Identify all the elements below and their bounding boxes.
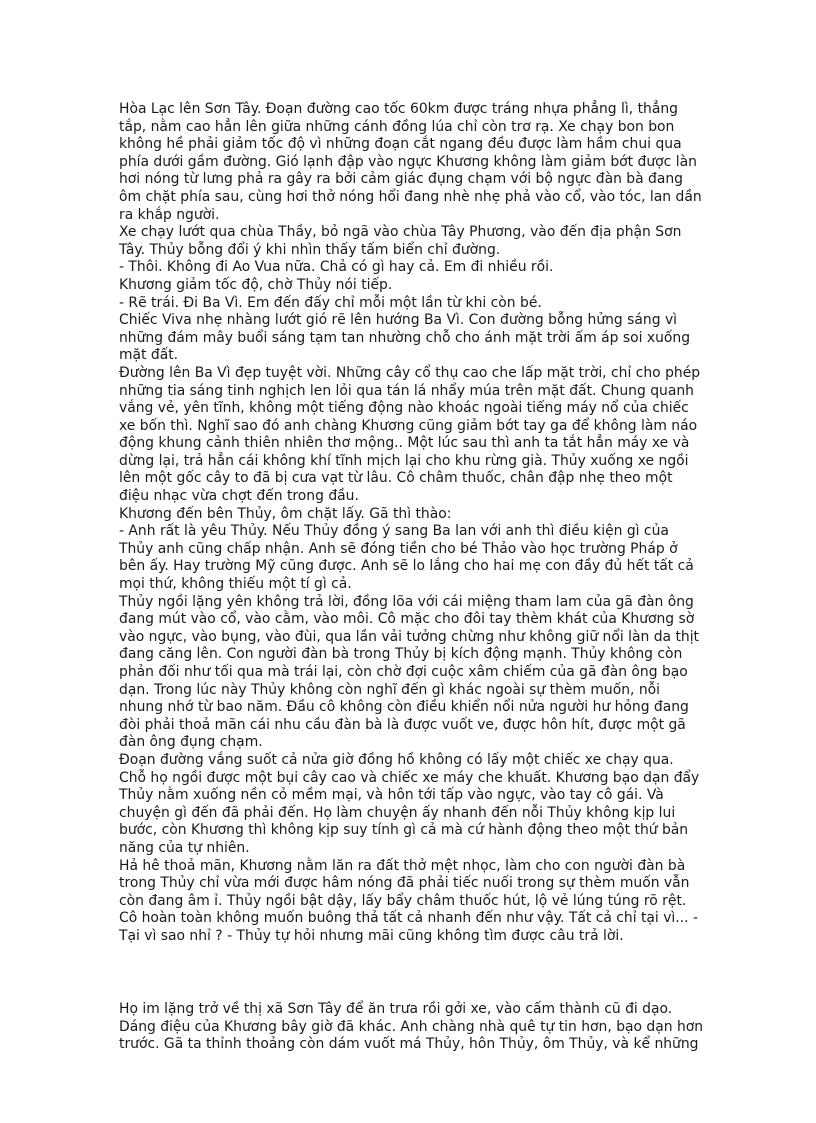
paragraph: Đường lên Ba Vì đẹp tuyệt vời. Những cây cổ thụ cao che lấp mặt trời, chỉ cho phép những tia sáng tinh nghịch len lỏi qua tán lá nhẩy múa trên mặt đất. Chung quanh vắng vẻ, yên tĩnh, không một tiếng động nào khoác ngoài tiếng máy nổ của chiếc xe bốn thì. Nghĩ sao đó anh chàng Khương cũng giảm bớt tay ga để không làm náo động khung cảnh thiên nhiên thơ mộng.. Một lúc sau thì anh ta tắt hẳn máy xe và dừng lại, trả hẳn cái không khí tĩnh mịch lại cho khu rừng già. Thủy xuống xe ngồi lên một gốc cây to đã bị cưa vạt từ lâu. Cô châm thuốc, chân đập nhẹ theo một điệu nhạc vừa chợt đến trong đầu. bbox=[119, 364, 701, 505]
paragraph: - Thôi. Không đi Ao Vua nữa. Chả có gì hay cả. Em đi nhiều rồi. bbox=[119, 259, 554, 276]
paragraph: Thủy ngồi lặng yên không trả lời, đồng lõa với cái miệng tham lam của gã đàn ông đang mút vào cổ, vào cằm, vào môi. Cô mặc cho đôi tay thèm khát của Khương sờ vào ngực, vào bụng, vào đùi, qua lần vải tưởng chừng như không giữ nổi làn da thịt đang căng lên. Con người đàn bà trong Thủy bị kích động mạnh. Thủy không còn phản đối như tối qua mà trái lại, còn chờ đợi cuộc xâm chiếm của gã đàn ông bạo dạn. Trong lúc này Thủy không còn nghĩ đến gì khác ngoài sự thèm muốn, nỗi nhung nhớ từ bao năm. Đầu cô không còn điều khiển nổi nửa người hư hỏng đang đòi phải thoả mãn cái nhu cầu đàn bà là được vuốt ve, được hôn hít, được một gã đàn ông đụng chạm. bbox=[119, 593, 700, 751]
text-section-main bbox=[119, 101, 704, 946]
paragraph: Khương đến bên Thủy, ôm chặt lấy. Gã thì thào: bbox=[119, 505, 452, 522]
paragraph: Xe chạy lướt qua chùa Thầy, bỏ ngã vào chùa Tây Phương, vào đến địa phận Sơn Tây. Thủy bỗng đổi ý khi nhìn thấy tấm biển chỉ đường. bbox=[119, 224, 682, 258]
paragraph: Hòa Lạc lên Sơn Tây. Đoạn đường cao tốc 60km được tráng nhựa phẳng lì, thẳng tắp, nằm cao hẳn lên giữa những cánh đồng lúa chỉ còn trơ rạ. Xe chạy bon bon không hề phải giảm tốc độ vì những đoạn cắt ngang đều được làm hầm chui qua phía dưới gầm đường. Gió lạnh đập vào ngực Khương không làm giảm bớt được làn hơi nóng từ lưng phả ra gây ra bởi cảm giác đụng chạm với bộ ngực đàn bà đang ôm chặt phía sau, cùng hơi thở nóng hổi đang nhè nhẹ phả vào cổ, vào tóc, lan dần ra khắp người. bbox=[119, 101, 702, 223]
paragraph: Hả hê thoả mãn, Khương nằm lăn ra đất thở mệt nhọc, làm cho con người đàn bà trong Thủy chỉ vừa mới được hâm nóng đã phải tiếc nuối trong sự thèm muốn vẫn còn đang âm ỉ. Thủy ngồi bật dậy, lấy bẩy châm thuốc hút, lộ vẻ lúng túng rõ rệt. Cô hoàn toàn không muốn buông thả tất cả nhanh đến như vậy. Tất cả chỉ tại vì... - Tại vì sao nhỉ ? - Thủy tự hỏi nhưng mãi cũng không tìm được câu trả lời. bbox=[119, 857, 698, 944]
paragraph: - Rẽ trái. Đi Ba Vì. Em đến đấy chỉ mỗi một lần từ khi còn bé. bbox=[119, 294, 542, 311]
paragraph: Đoạn đường vắng suốt cả nửa giờ đồng hồ không có lấy một chiếc xe chạy qua. Chỗ họ ngồi được một bụi cây cao và chiếc xe máy che khuất. Khương bạo dạn đẩy Thủy nằm xuống nền cỏ mềm mại, và hôn tới tấp vào ngực, vào tay cô gái. Và chuyện gì đến đã phải đến. Họ làm chuyện ấy nhanh đến nỗi Thủy không kịp lui bước, còn Khương thì không kịp suy tính gì cả mà cứ hành động theo một thứ bản năng của tự nhiên. bbox=[119, 751, 700, 856]
text-section-continued bbox=[119, 1001, 704, 1054]
paragraph: Khương giảm tốc độ, chờ Thủy nói tiếp. bbox=[119, 276, 393, 293]
paragraph: Họ im lặng trở về thị xã Sơn Tây để ăn trưa rồi gởi xe, vào cấm thành cũ đi dạo. Dáng điệu của Khương bây giờ đã khác. Anh chàng nhà quê tự tin hơn, bạo dạn hơn trước. Gã ta thỉnh thoảng còn dám vuốt má Thủy, hôn Thủy, ôm Thủy, và kể những bbox=[119, 1001, 704, 1053]
paragraph: - Anh rất là yêu Thủy. Nếu Thủy đồng ý sang Ba lan với anh thì điều kiện gì của Thủy anh cũng chấp nhận. Anh sẽ đóng tiền cho bé Thảo vào học trường Pháp ở bên ấy. Hay trường Mỹ cũng được. Anh sẽ lo lắng cho hai mẹ con đầy đủ hết tất cả mọi thứ, không thiếu một tí gì cả. bbox=[119, 523, 694, 593]
paragraph: Chiếc Viva nhẹ nhàng lướt gió rẽ lên hướng Ba Vì. Con đường bỗng hửng sáng vì những đám mây buổi sáng tạm tan nhường chỗ cho ánh mặt trời ấm áp soi xuống mặt đất. bbox=[119, 312, 691, 364]
